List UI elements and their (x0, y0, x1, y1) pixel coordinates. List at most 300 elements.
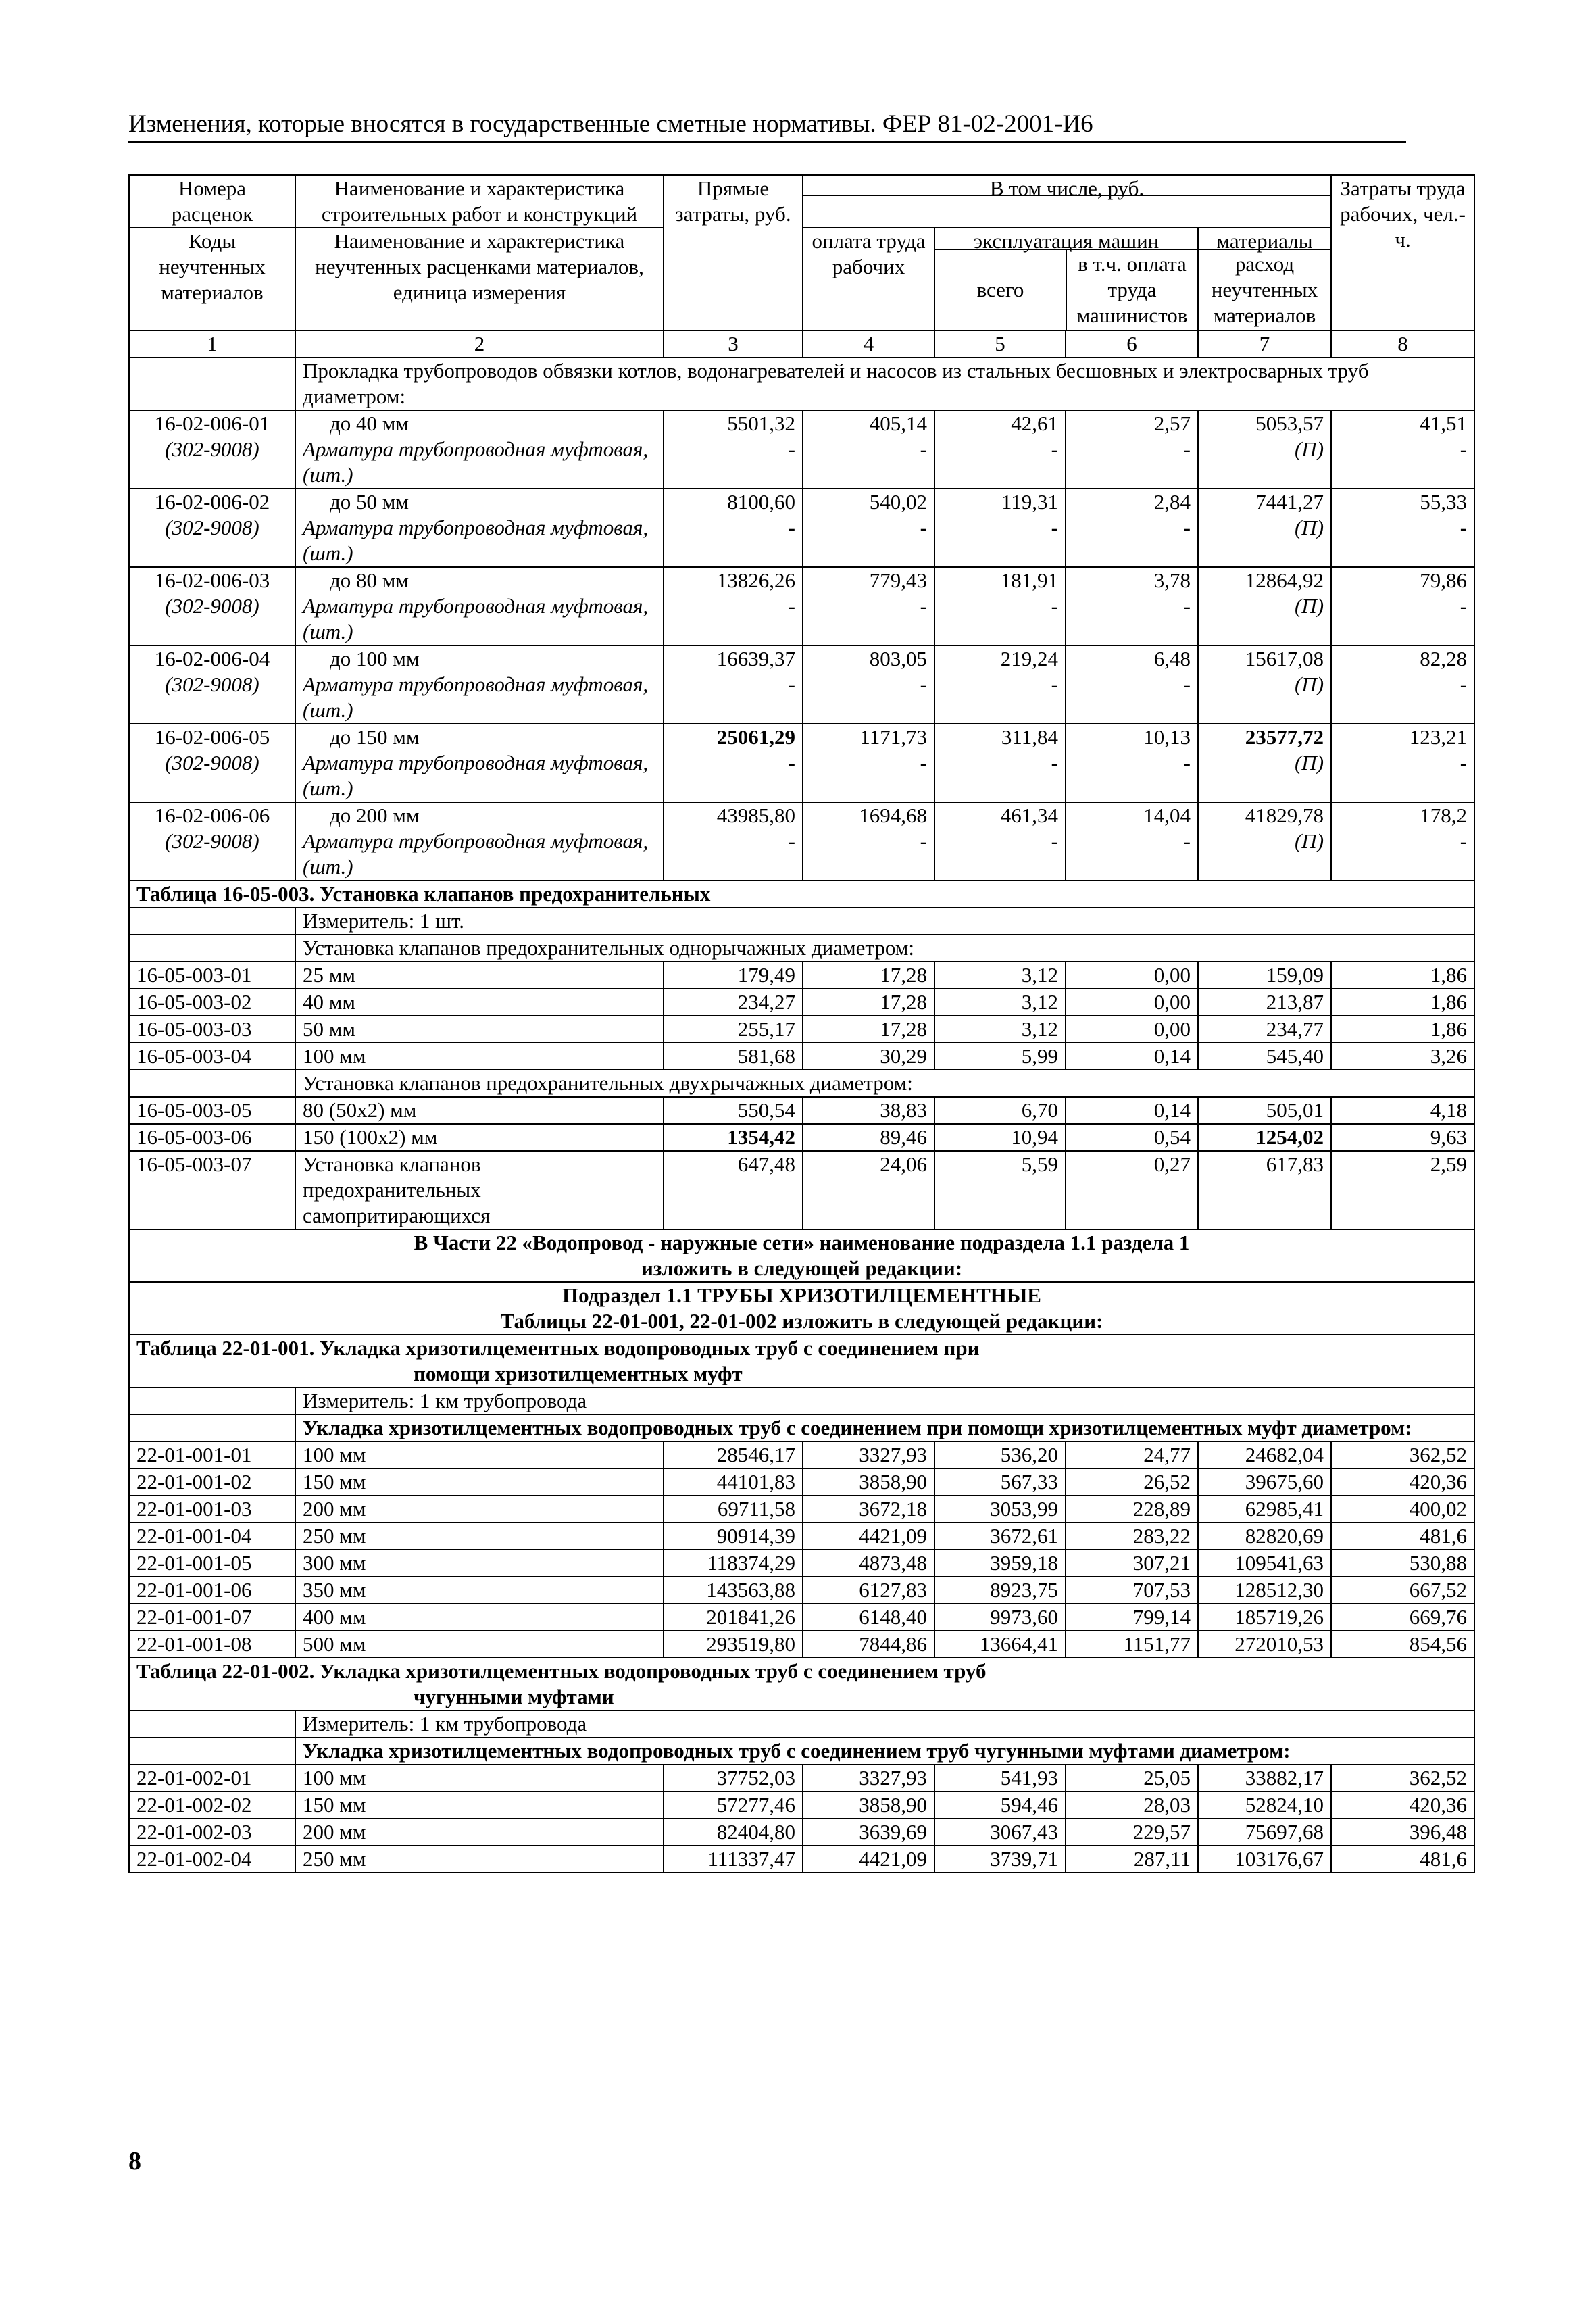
table-row (129, 1151, 1474, 1229)
rate-value-cell (1198, 802, 1331, 881)
col-num: 6 (1066, 330, 1198, 358)
rate-value: 3067,43 (934, 1819, 1066, 1846)
rate-name-cell (295, 802, 664, 881)
rate-value-cell (1198, 645, 1331, 724)
rate-value-cell (1066, 410, 1198, 489)
table-title-row (129, 881, 1474, 908)
rate-value: 362,52 (1331, 1765, 1474, 1792)
table-title-row (129, 1658, 1474, 1710)
rate-value: 42,61 (1011, 412, 1058, 435)
rate-value: 219,24 (1000, 647, 1058, 670)
rate-value: 3639,69 (803, 1819, 934, 1846)
material-flag: (П) (1294, 437, 1324, 461)
rate-value: 0,00 (1066, 962, 1198, 989)
rate-name: 250 мм (295, 1523, 664, 1550)
dash: - (1460, 751, 1468, 774)
rate-value-cell (664, 645, 803, 724)
rate-value: 707,53 (1066, 1577, 1198, 1604)
rate-value: 283,22 (1066, 1523, 1198, 1550)
rate-name: 200 мм (295, 1819, 664, 1846)
rate-value: 8100,60 (727, 490, 795, 514)
rate-name: 50 мм (295, 1016, 664, 1043)
rate-code-cell (129, 802, 295, 881)
head-pay: оплата труда рабочих (803, 228, 934, 330)
table-title (129, 1658, 1474, 1710)
rate-value: 420,36 (1331, 1469, 1474, 1496)
rate-value-cell (803, 802, 934, 881)
empty-cell (129, 1414, 295, 1442)
rate-value: 255,17 (664, 1016, 803, 1043)
rate-value: 123,21 (1409, 725, 1468, 749)
rate-name-cell (295, 645, 664, 724)
rate-value: 307,21 (1066, 1550, 1198, 1577)
rate-value-cell (803, 410, 934, 489)
rate-value: 28,03 (1066, 1792, 1198, 1819)
rate-name: 40 мм (295, 989, 664, 1016)
rate-value: 143563,88 (664, 1577, 803, 1604)
rate-value: 3327,93 (803, 1442, 934, 1469)
document-header: Изменения, которые вносятся в государственные сметные нормативы. ФЕР 81-02-2001-И6 (128, 110, 1093, 138)
head-machines-group (934, 228, 1198, 330)
rate-value: 13826,26 (716, 568, 795, 592)
table-row (129, 1604, 1474, 1631)
rate-value: 0,54 (1066, 1124, 1198, 1151)
rate-code: 16-05-003-05 (129, 1097, 295, 1124)
dash: - (920, 516, 927, 539)
rate-value: 854,56 (1331, 1631, 1474, 1658)
material-flag: (П) (1294, 829, 1324, 853)
table-title-line2: чугунными муфтами (414, 1685, 614, 1708)
dash: - (1051, 751, 1058, 774)
rate-value: 24,06 (803, 1151, 934, 1229)
rate-name: до 150 мм (330, 725, 420, 749)
rate-value: 181,91 (1000, 568, 1058, 592)
rate-value: 530,88 (1331, 1550, 1474, 1577)
dash: - (788, 516, 795, 539)
rate-value-cell (1331, 489, 1474, 567)
empty-cell (129, 935, 295, 962)
rate-name: 100 мм (295, 1765, 664, 1792)
rate-value: 75697,68 (1198, 1819, 1331, 1846)
rate-value-cell (803, 489, 934, 567)
rate-code-cell (129, 724, 295, 802)
head-incl-group (803, 175, 1331, 228)
material-code: (302-9008) (165, 594, 259, 618)
table-title-line1: Таблица 22-01-001. Укладка хризотилцементных водопроводных труб с соединением при (136, 1336, 980, 1360)
rate-value: 25,05 (1066, 1765, 1198, 1792)
table-row (129, 567, 1474, 645)
subsection-heading: Укладка хризотилцементных водопроводных труб с соединением труб чугунными муфтами диаметром: (295, 1738, 1474, 1765)
rate-value: 82,28 (1420, 647, 1468, 670)
section-heading-row (129, 358, 1474, 410)
rate-value: 481,6 (1331, 1846, 1474, 1873)
rate-name: 150 мм (295, 1469, 664, 1496)
rate-value: 109541,63 (1198, 1550, 1331, 1577)
dash: - (1460, 672, 1468, 696)
rate-value: 5,59 (934, 1151, 1066, 1229)
table-title-row (129, 1335, 1474, 1387)
rate-value: 16639,37 (716, 647, 795, 670)
rate-code: 22-01-002-02 (129, 1792, 295, 1819)
rate-name: 150 (100x2) мм (295, 1124, 664, 1151)
col-num: 1 (129, 330, 295, 358)
rate-value-cell (1066, 567, 1198, 645)
rate-value: 3858,90 (803, 1469, 934, 1496)
col-num: 8 (1331, 330, 1474, 358)
rates-table (128, 174, 1475, 1873)
rate-name: Установка клапанов предохранительных самопритирающихся (295, 1151, 664, 1229)
rate-value: 0,14 (1066, 1097, 1198, 1124)
table-row (129, 1577, 1474, 1604)
rate-code: 16-05-003-03 (129, 1016, 295, 1043)
dash: - (920, 829, 927, 853)
col-num: 2 (295, 330, 664, 358)
table-title (129, 1335, 1474, 1387)
table-row (129, 1846, 1474, 1873)
subsection-heading-row (129, 1414, 1474, 1442)
subsection-heading-row (129, 935, 1474, 962)
rate-name-cell (295, 410, 664, 489)
rate-value-cell (1331, 645, 1474, 724)
rate-code: 16-02-006-03 (154, 568, 270, 592)
material-name: Арматура трубопроводная муфтовая, (шт.) (303, 672, 649, 722)
table-row (129, 489, 1474, 567)
rate-code: 22-01-001-03 (129, 1496, 295, 1523)
rate-value: 234,27 (664, 989, 803, 1016)
table-row (129, 1469, 1474, 1496)
rate-value: 799,14 (1066, 1604, 1198, 1631)
table-row (129, 645, 1474, 724)
material-name: Арматура трубопроводная муфтовая, (шт.) (303, 516, 649, 565)
rate-value-cell (934, 410, 1066, 489)
rate-value: 3327,93 (803, 1765, 934, 1792)
rate-value-cell (1066, 802, 1198, 881)
rate-code-cell (129, 645, 295, 724)
rate-value-cell (934, 567, 1066, 645)
rate-code: 16-02-006-01 (154, 412, 270, 435)
rate-value: 594,46 (934, 1792, 1066, 1819)
head-col1-top: Номера расценок (129, 175, 295, 228)
table-row (129, 1631, 1474, 1658)
material-flag: (П) (1294, 516, 1324, 539)
dash: - (920, 672, 927, 696)
rate-value: 3,12 (934, 962, 1066, 989)
rate-value: 52824,10 (1198, 1792, 1331, 1819)
rate-value: 17,28 (803, 1016, 934, 1043)
rate-value: 159,09 (1198, 962, 1331, 989)
rate-value: 23577,72 (1245, 725, 1324, 749)
rate-value: 647,48 (664, 1151, 803, 1229)
rate-value-cell (1198, 567, 1331, 645)
rate-code: 22-01-001-07 (129, 1604, 295, 1631)
material-flag: (П) (1294, 594, 1324, 618)
rate-value: 481,6 (1331, 1523, 1474, 1550)
rate-code: 22-01-001-02 (129, 1469, 295, 1496)
measure-unit-row (129, 1710, 1474, 1738)
table-row (129, 962, 1474, 989)
rate-value: 3,78 (1153, 568, 1191, 592)
table-row (129, 1819, 1474, 1846)
rate-value: 213,87 (1198, 989, 1331, 1016)
rate-code: 16-05-003-01 (129, 962, 295, 989)
rate-value: 3672,18 (803, 1496, 934, 1523)
tables-notice: Таблицы 22-01-001, 22-01-002 изложить в следующей редакции: (500, 1309, 1103, 1333)
subsection-heading: Укладка хризотилцементных водопроводных труб с соединением при помощи хризотилцементных муфт диаметром: (295, 1414, 1474, 1442)
head-col2-bottom: Наименование и характеристика неучтенных расценками материалов, единица измерения (295, 228, 664, 330)
rate-code: 22-01-001-01 (129, 1442, 295, 1469)
rate-value: 79,86 (1420, 568, 1468, 592)
column-numbers-row (129, 330, 1474, 358)
rate-value: 25061,29 (716, 725, 795, 749)
empty-cell (129, 1387, 295, 1414)
rate-value: 3858,90 (803, 1792, 934, 1819)
dash: - (1051, 516, 1058, 539)
rate-value: 185719,26 (1198, 1604, 1331, 1631)
rate-value: 779,43 (869, 568, 927, 592)
dash: - (1460, 516, 1468, 539)
rate-value-cell (1198, 724, 1331, 802)
empty-cell (129, 1738, 295, 1765)
rate-name-cell (295, 489, 664, 567)
material-code: (302-9008) (165, 516, 259, 539)
rate-value: 6,70 (934, 1097, 1066, 1124)
rate-value: 5053,57 (1255, 412, 1324, 435)
rate-name: 80 (50x2) мм (295, 1097, 664, 1124)
head-materials: материалы (1199, 228, 1330, 250)
dash: - (1183, 437, 1191, 461)
material-code: (302-9008) (165, 751, 259, 774)
rate-value: 1,86 (1331, 989, 1474, 1016)
rate-value: 362,52 (1331, 1442, 1474, 1469)
rate-value: 13664,41 (934, 1631, 1066, 1658)
rate-code: 22-01-001-04 (129, 1523, 295, 1550)
rate-value: 3672,61 (934, 1523, 1066, 1550)
rate-value: 119,31 (1001, 490, 1058, 514)
rate-code: 22-01-001-08 (129, 1631, 295, 1658)
rate-code: 16-02-006-06 (154, 804, 270, 827)
material-name: Арматура трубопроводная муфтовая, (шт.) (303, 594, 649, 643)
rate-value: 2,84 (1153, 490, 1191, 514)
rate-value: 1,86 (1331, 1016, 1474, 1043)
rate-name: до 50 мм (330, 490, 409, 514)
rate-value-cell (1331, 802, 1474, 881)
rate-value: 581,68 (664, 1043, 803, 1070)
rate-value: 293519,80 (664, 1631, 803, 1658)
rate-value: 669,76 (1331, 1604, 1474, 1631)
rate-value: 41829,78 (1245, 804, 1324, 827)
rate-value: 550,54 (664, 1097, 803, 1124)
rate-value-cell (1331, 724, 1474, 802)
rate-value: 24,77 (1066, 1442, 1198, 1469)
rate-value: 405,14 (869, 412, 927, 435)
rate-code: 16-02-006-05 (154, 725, 270, 749)
rate-value: 55,33 (1420, 490, 1468, 514)
rate-value: 1694,68 (859, 804, 927, 827)
table-row (129, 1043, 1474, 1070)
rate-value: 5,99 (934, 1043, 1066, 1070)
rate-value-cell (1198, 410, 1331, 489)
col-num: 5 (934, 330, 1066, 358)
part22-notice (129, 1229, 1474, 1282)
rate-value: 39675,60 (1198, 1469, 1331, 1496)
material-name: Арматура трубопроводная муфтовая, (шт.) (303, 437, 649, 487)
subsection-heading-row (129, 1070, 1474, 1097)
rate-value: 9973,60 (934, 1604, 1066, 1631)
rate-value: 0,27 (1066, 1151, 1198, 1229)
material-flag: (П) (1294, 751, 1324, 774)
rate-value: 272010,53 (1198, 1631, 1331, 1658)
table-title-line1: Таблица 22-01-002. Укладка хризотилцементных водопроводных труб с соединением труб (136, 1659, 987, 1683)
head-machines-total: всего (935, 250, 1067, 330)
rate-value: 4,18 (1331, 1097, 1474, 1124)
rate-value: 17,28 (803, 989, 934, 1016)
rate-value: 118374,29 (664, 1550, 803, 1577)
rate-value-cell (803, 567, 934, 645)
rate-value: 43985,80 (716, 804, 795, 827)
rate-value: 4873,48 (803, 1550, 934, 1577)
rate-value: 396,48 (1331, 1819, 1474, 1846)
rate-value: 4421,09 (803, 1523, 934, 1550)
rate-name: 150 мм (295, 1792, 664, 1819)
rate-code: 16-05-003-04 (129, 1043, 295, 1070)
rate-value: 420,36 (1331, 1792, 1474, 1819)
rate-name-cell (295, 567, 664, 645)
rate-value: 536,20 (934, 1442, 1066, 1469)
rate-value: 1,86 (1331, 962, 1474, 989)
rate-value: 1254,02 (1198, 1124, 1331, 1151)
rate-value: 2,57 (1153, 412, 1191, 435)
rate-value: 1354,42 (664, 1124, 803, 1151)
rate-name: до 100 мм (330, 647, 420, 670)
rate-value: 0,14 (1066, 1043, 1198, 1070)
rate-name: до 200 мм (330, 804, 420, 827)
empty-cell (129, 908, 295, 935)
subsection-heading-row (129, 1738, 1474, 1765)
rate-value: 28546,17 (664, 1442, 803, 1469)
rate-value: 287,11 (1066, 1846, 1198, 1873)
rate-value-cell (664, 567, 803, 645)
table-title: Таблица 16-05-003. Установка клапанов предохранительных (129, 881, 1474, 908)
head-incl: В том числе, руб. (803, 176, 1330, 196)
rate-value: 803,05 (869, 647, 927, 670)
material-name: Арматура трубопроводная муфтовая, (шт.) (303, 751, 649, 800)
head-materials-group (1198, 228, 1331, 330)
rate-value: 57277,46 (664, 1792, 803, 1819)
rate-value: 26,52 (1066, 1469, 1198, 1496)
rate-value-cell (664, 489, 803, 567)
rate-value: 2,59 (1331, 1151, 1474, 1229)
head-labor: Затраты труда рабочих, чел.-ч. (1331, 175, 1474, 330)
dash: - (920, 437, 927, 461)
table-row (129, 1442, 1474, 1469)
rate-value: 4421,09 (803, 1846, 934, 1873)
rate-code: 16-02-006-04 (154, 647, 270, 670)
rate-value: 178,2 (1420, 804, 1468, 827)
subsection-title-row (129, 1282, 1474, 1335)
rate-value: 17,28 (803, 962, 934, 989)
section-heading: Прокладка трубопроводов обвязки котлов, водонагревателей и насосов из стальных бесшовных и электросварных труб диаметром: (295, 358, 1474, 410)
rate-value: 3,12 (934, 1016, 1066, 1043)
dash: - (788, 751, 795, 774)
dash: - (1183, 672, 1191, 696)
rate-value-cell (664, 724, 803, 802)
rate-value-cell (803, 724, 934, 802)
rate-code: 22-01-002-04 (129, 1846, 295, 1873)
rate-value: 540,02 (869, 490, 927, 514)
rate-code: 16-02-006-02 (154, 490, 270, 514)
rate-name: до 80 мм (330, 568, 409, 592)
rate-code-cell (129, 410, 295, 489)
dash: - (788, 829, 795, 853)
rate-value: 14,04 (1143, 804, 1191, 827)
rate-value-cell (934, 724, 1066, 802)
table-title-line2: помощи хризотилцементных муфт (414, 1362, 743, 1385)
rate-value: 505,01 (1198, 1097, 1331, 1124)
measure-unit-row (129, 908, 1474, 935)
measure-unit: Измеритель: 1 км трубопровода (295, 1710, 1474, 1738)
measure-unit-row (129, 1387, 1474, 1414)
rate-value: 228,89 (1066, 1496, 1198, 1523)
rate-value: 229,57 (1066, 1819, 1198, 1846)
rate-value: 567,33 (934, 1469, 1066, 1496)
rate-code: 22-01-002-01 (129, 1765, 295, 1792)
empty-cell (129, 1070, 295, 1097)
rate-value-cell (1066, 645, 1198, 724)
rate-value: 128512,30 (1198, 1577, 1331, 1604)
rate-value-cell (664, 802, 803, 881)
rate-value: 5501,32 (727, 412, 795, 435)
dash: - (1183, 516, 1191, 539)
rate-code: 16-05-003-06 (129, 1124, 295, 1151)
table-row (129, 410, 1474, 489)
rate-value-cell (934, 802, 1066, 881)
rate-value-cell (1198, 489, 1331, 567)
subsection-title: Подраздел 1.1 ТРУБЫ ХРИЗОТИЛЦЕМЕНТНЫЕ (562, 1283, 1041, 1307)
rate-value-cell (803, 645, 934, 724)
rate-name: до 40 мм (330, 412, 409, 435)
subsection-heading: Установка клапанов предохранительных однорычажных диаметром: (295, 935, 1474, 962)
page-number: 8 (128, 2147, 141, 2175)
rate-code: 22-01-001-06 (129, 1577, 295, 1604)
rate-value-cell (1066, 724, 1198, 802)
rate-value: 37752,03 (664, 1765, 803, 1792)
col-num: 3 (664, 330, 803, 358)
dash: - (1183, 594, 1191, 618)
dash: - (788, 437, 795, 461)
rate-value: 3,26 (1331, 1043, 1474, 1070)
rate-value-cell (934, 489, 1066, 567)
rate-value: 9,63 (1331, 1124, 1474, 1151)
table-row (129, 1097, 1474, 1124)
rate-value: 7844,86 (803, 1631, 934, 1658)
head-col2-top: Наименование и характеристика строительных работ и конструкций (295, 175, 664, 228)
rate-name: 500 мм (295, 1631, 664, 1658)
dash: - (1051, 829, 1058, 853)
rate-value: 82404,80 (664, 1819, 803, 1846)
rate-value: 201841,26 (664, 1604, 803, 1631)
dash: - (788, 594, 795, 618)
part22-line2: изложить в следующей редакции: (641, 1256, 963, 1280)
rate-value: 90914,39 (664, 1523, 803, 1550)
empty-cell (129, 1710, 295, 1738)
table-row (129, 1765, 1474, 1792)
rate-value: 10,94 (934, 1124, 1066, 1151)
rate-value: 62985,41 (1198, 1496, 1331, 1523)
head-materials-use: расход неучтенных материалов (1211, 252, 1318, 327)
head-direct-costs: Прямые затраты, руб. (664, 175, 803, 330)
rate-value: 38,83 (803, 1097, 934, 1124)
rate-value: 545,40 (1198, 1043, 1331, 1070)
